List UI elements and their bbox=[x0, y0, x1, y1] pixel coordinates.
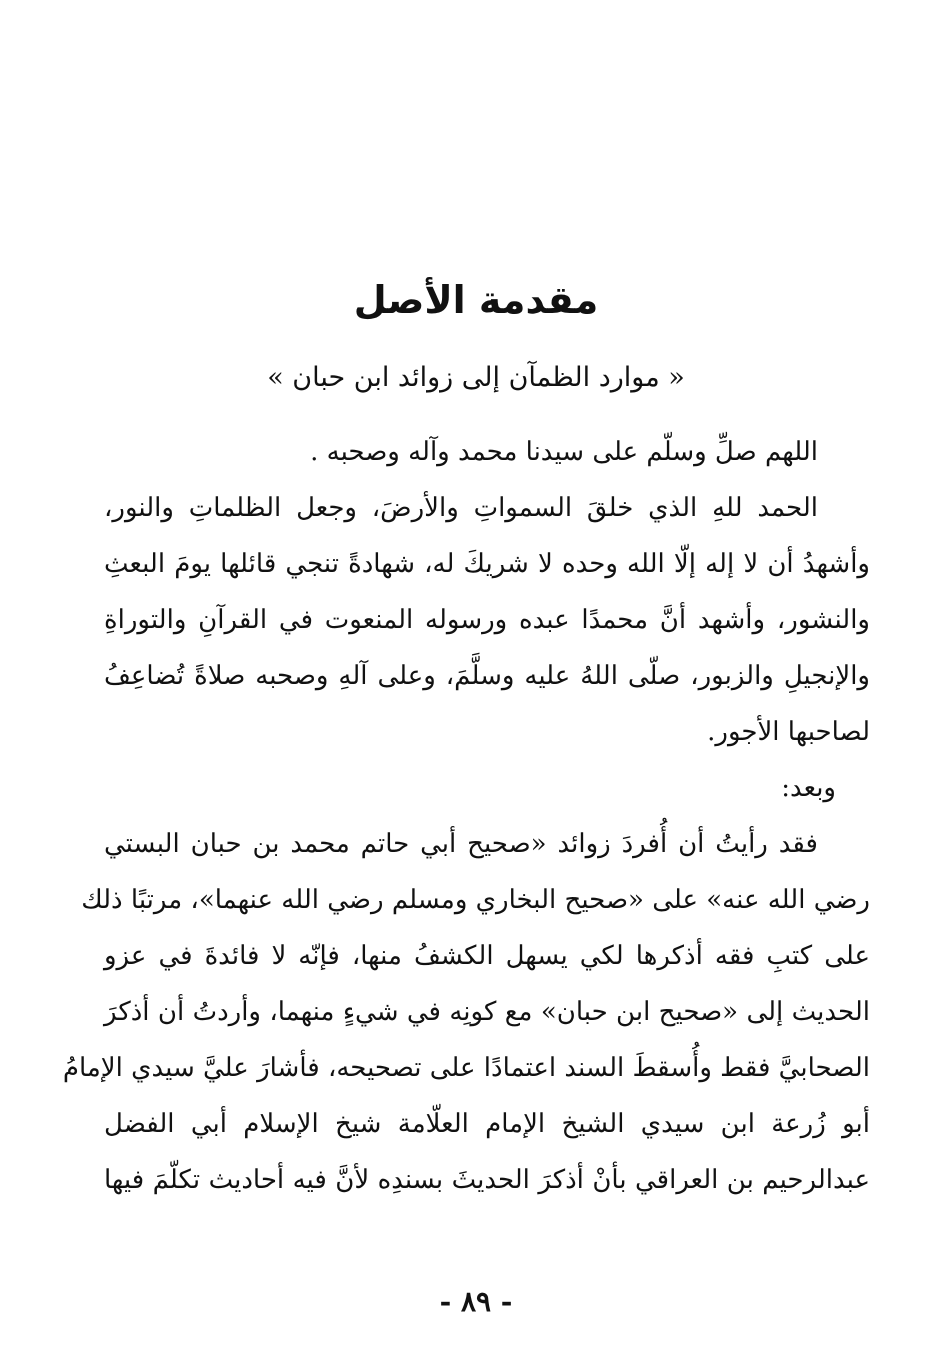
page-title: مقدمة الأصل bbox=[353, 278, 599, 322]
page-number: - ٨٩ - bbox=[439, 1285, 513, 1318]
text-line: اللهم صلِّ وسلّم على سيدنا محمد وآله وصحبه . bbox=[310, 437, 818, 467]
text-line: رضي الله عنه» على «صحيح البخاري ومسلم رضي الله عنهما»، مرتبًا ذلك bbox=[81, 885, 870, 915]
text-line: الحديث إلى «صحيح ابن حبان» مع كونِه في شيءٍ منهما، وأردتُ أن أذكرَ bbox=[104, 997, 870, 1027]
text-line: لصاحبها الأجور. bbox=[707, 717, 870, 747]
text-line: على كتبِ فقه أذكرها لكي يسهل الكشفُ منها، فإنّه لا فائدةَ في عزو bbox=[104, 941, 870, 971]
text-line: والنشور، وأشهد أنَّ محمدًا عبده ورسوله المنعوت في القرآنِ والتوراةِ bbox=[104, 605, 870, 635]
text-line: الحمد للهِ الذي خلقَ السمواتِ والأرضَ، وجعل الظلماتِ والنور، bbox=[104, 493, 818, 523]
book-title-subtitle: « موارد الظمآن إلى زوائد ابن حبان » bbox=[267, 362, 685, 393]
text-line: وبعد: bbox=[781, 773, 836, 803]
text-line: عبدالرحيم بن العراقي بأنْ أذكرَ الحديثَ بسندِه لأنَّ فيه أحاديث تكلّمَ فيها bbox=[104, 1165, 870, 1195]
text-line: فقد رأيتُ أن أُفردَ زوائد «صحيح أبي حاتم محمد بن حبان البستي bbox=[104, 829, 818, 859]
text-line: الصحابيَّ فقط وأُسقطَ السند اعتمادًا على تصحيحه، فأشارَ عليَّ سيدي الإمامُ bbox=[62, 1053, 870, 1083]
text-line: أبو زُرعة ابن سيدي الشيخ الإمام العلّامة شيخ الإسلام أبي الفضل bbox=[104, 1109, 870, 1139]
text-line: والإنجيلِ والزبور، صلّى اللهُ عليه وسلَّمَ، وعلى آلهِ وصحبه صلاةً تُضاعِفُ bbox=[104, 661, 870, 691]
text-line: وأشهدُ أن لا إله إلّا الله وحده لا شريكَ له، شهادةً تنجي قائلها يومَ البعثِ bbox=[104, 549, 870, 579]
body-text bbox=[62, 424, 870, 1208]
